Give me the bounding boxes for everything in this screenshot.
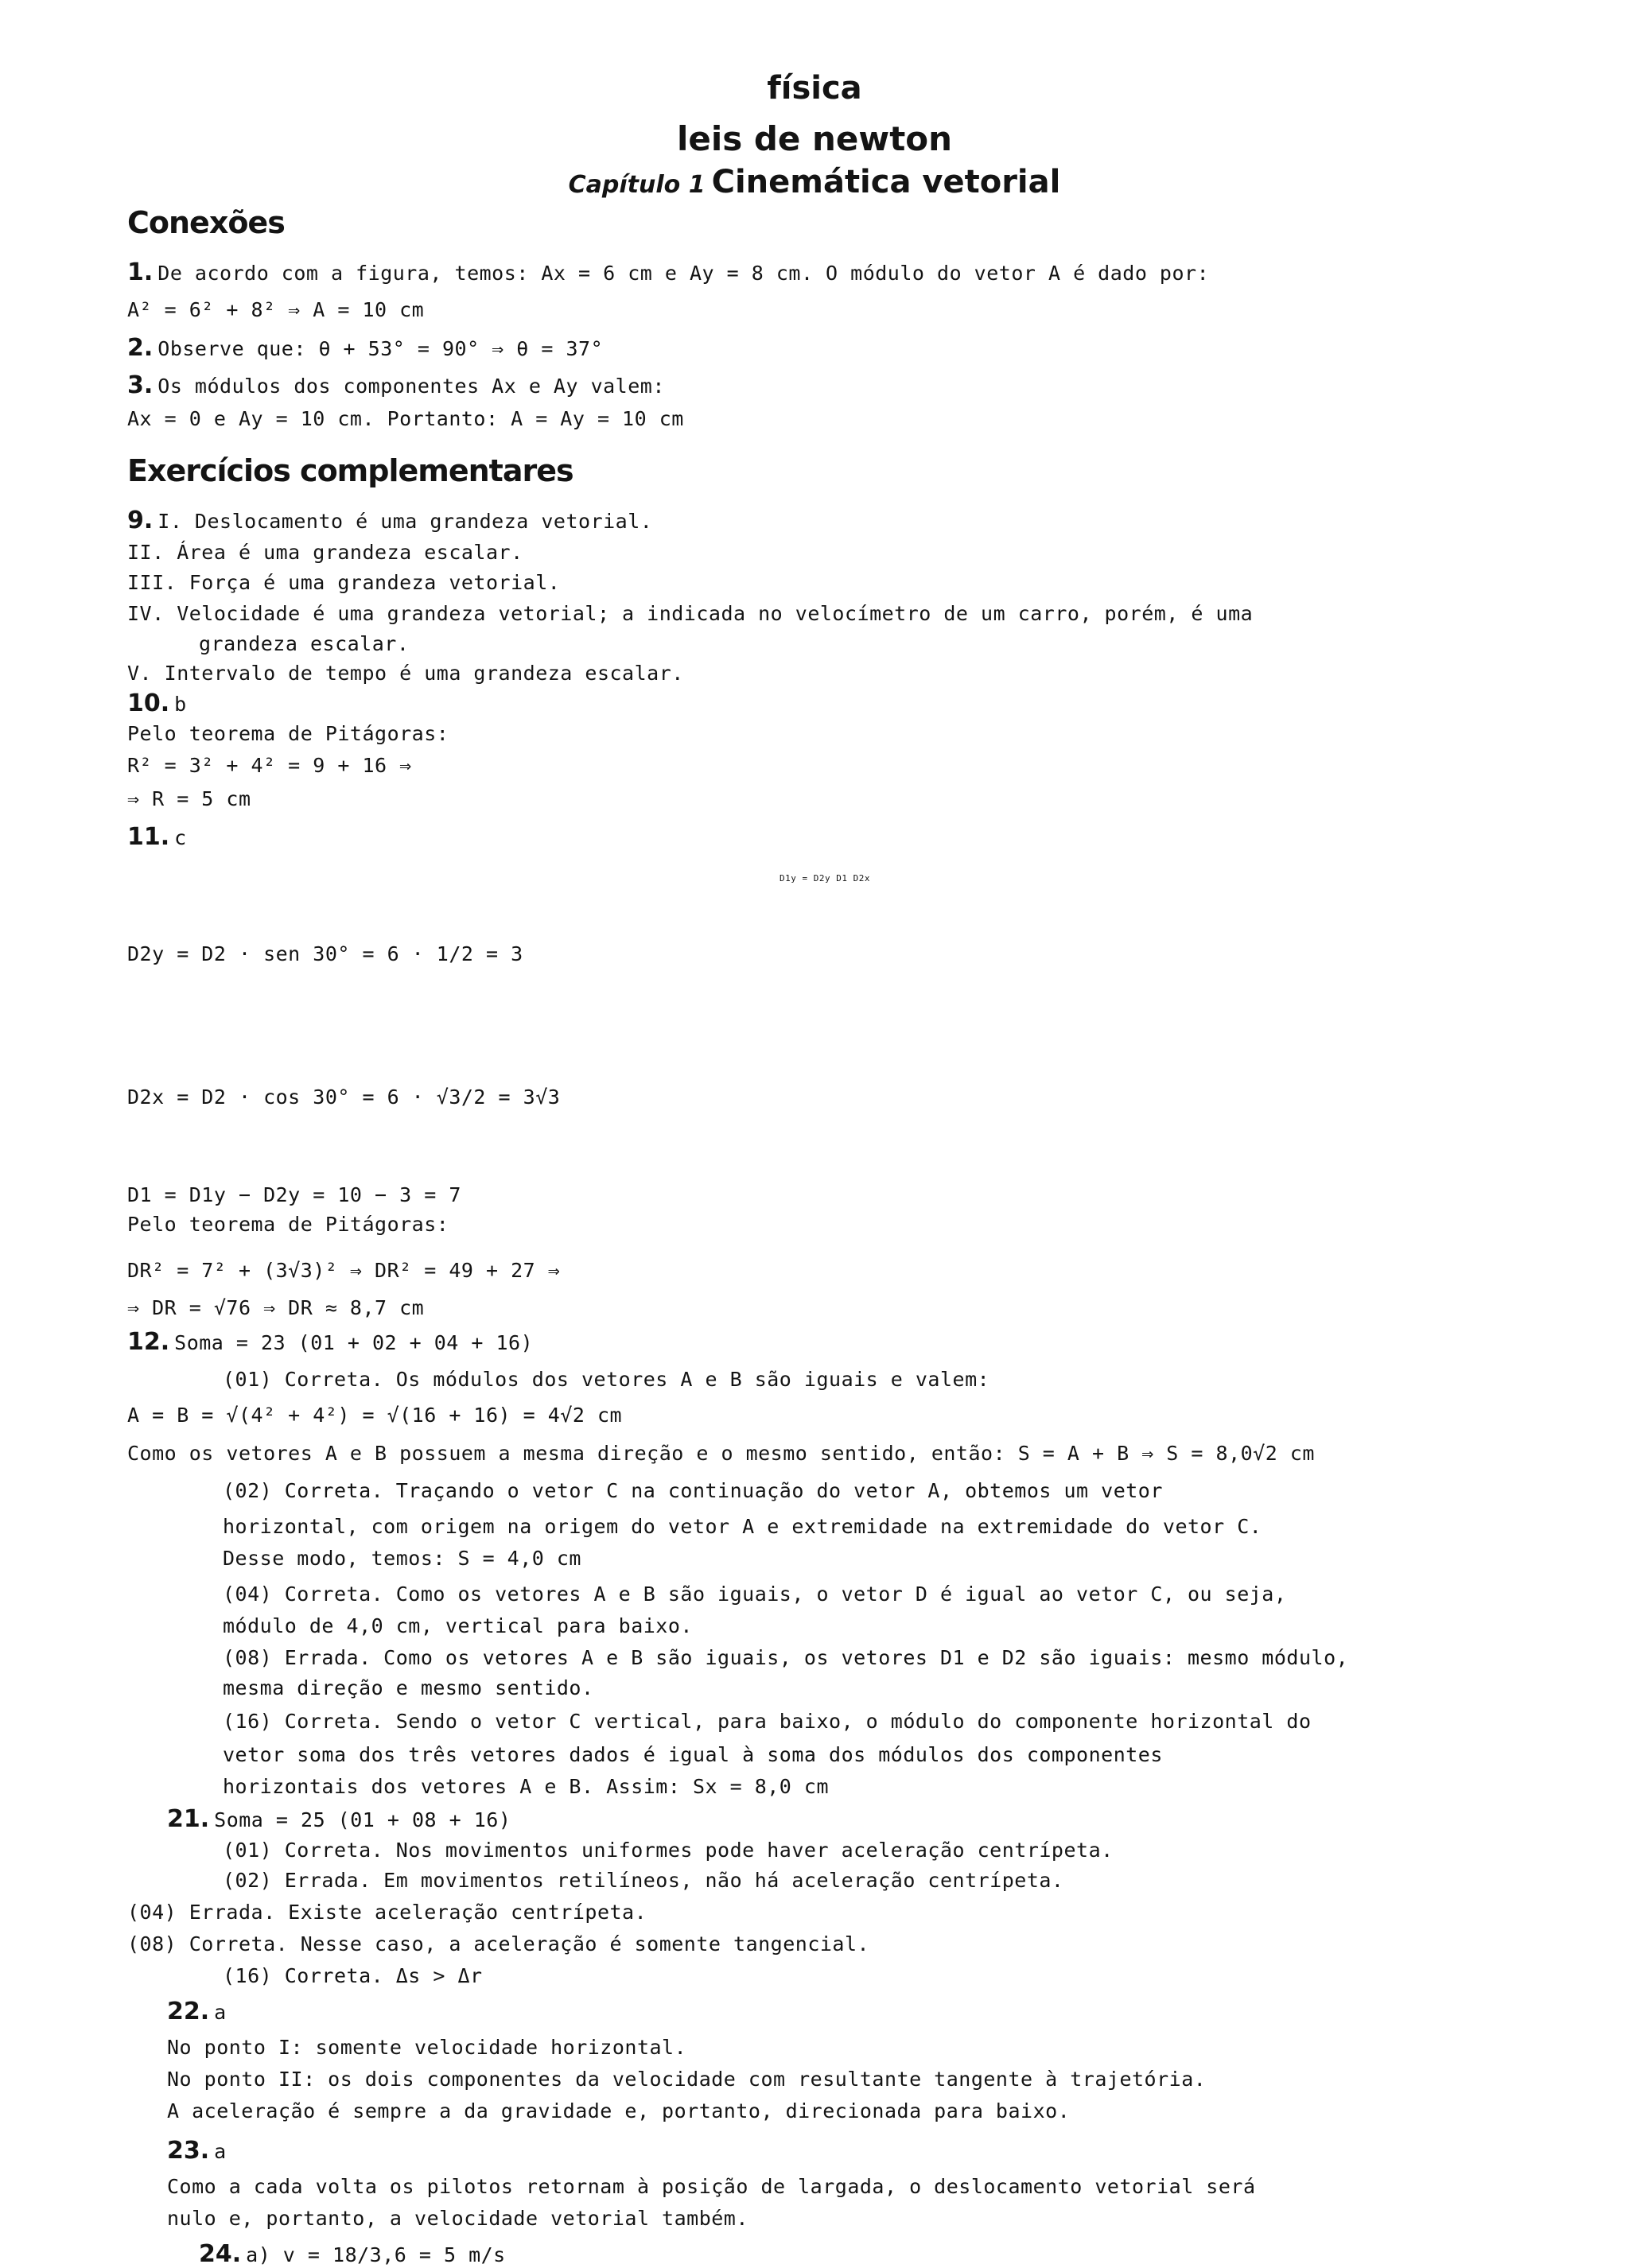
answer-line	[127, 1404, 622, 1427]
answer-line	[127, 1085, 560, 1109]
answer-line	[127, 1259, 560, 1283]
answer-line	[223, 1775, 829, 1799]
question-number: 24.	[199, 2240, 242, 2268]
answer-line	[780, 867, 870, 891]
answer-text: No ponto II: os dois componentes da velocidade com resultante tangente à trajetória.	[167, 2068, 1207, 2091]
answer-line	[127, 825, 187, 850]
chapter-name: Cinemática vetorial	[711, 164, 1061, 200]
answer-text: (01) Correta. Nos movimentos uniformes pode haver aceleração centrípeta.	[223, 1839, 1114, 1862]
answer-text: horizontais dos vetores A e B. Assim: Sx = 8,0 cm	[223, 1775, 830, 1798]
answer-line	[223, 1710, 1312, 1734]
answer-text: Os módulos dos componentes Ax e Ay valem:	[157, 375, 665, 398]
answer-text: Soma = 25 (01 + 08 + 16)	[214, 1808, 511, 1831]
answer-text: a) v = 18/3,6 = 5 m/s	[246, 2243, 506, 2266]
answer-line	[127, 1183, 461, 1207]
answer-text: I. Deslocamento é uma grandeza vetorial.	[157, 510, 653, 533]
answer-text: DR² = 7² + (3√3)² ⇒ DR² = 49 + 27 ⇒	[127, 1259, 561, 1282]
answer-text: II. Área é uma grandeza escalar.	[127, 541, 523, 564]
question-number: 3.	[127, 371, 154, 399]
answer-text: A aceleração é sempre a da gravidade e, portanto, direcionada para baixo.	[167, 2099, 1071, 2122]
answer-line	[127, 1213, 449, 1237]
answer-line	[167, 2175, 1256, 2199]
answer-text: horizontal, com origem na origem do vetor A e extremidade na extremidade do vetor C.	[223, 1515, 1262, 1538]
answer-text: D1 = D1y − D2y = 10 − 3 = 7	[127, 1183, 461, 1206]
section-exercicios: Exercícios complementares	[127, 453, 573, 488]
chapter-prefix: Capítulo 1	[568, 171, 706, 199]
answer-text: b	[174, 693, 187, 716]
answer-line	[223, 1614, 693, 1638]
answer-text: grandeza escalar.	[199, 632, 410, 655]
answer-text: (16) Correta. Δs > Δr	[223, 1964, 483, 1987]
answer-line	[167, 2068, 1206, 2091]
answer-line	[223, 1676, 594, 1700]
answer-line	[223, 1583, 1286, 1606]
answer-line	[223, 1839, 1114, 1862]
answer-line	[127, 509, 652, 534]
answer-text: mesma direção e mesmo sentido.	[223, 1676, 594, 1699]
answer-text: (16) Correta. Sendo o vetor C vertical, para baixo, o módulo do componente horizontal do	[223, 1710, 1312, 1733]
answer-text: nulo e, portanto, a velocidade vetorial também.	[167, 2207, 748, 2230]
answer-text: A = B = √(4² + 4²) = √(16 + 16) = 4√2 cm	[127, 1404, 623, 1427]
answer-line	[127, 407, 684, 431]
answer-line	[127, 571, 560, 595]
answer-line	[223, 1646, 1348, 1670]
answer-text: Pelo teorema de Pitágoras:	[127, 1213, 449, 1236]
answer-line	[127, 258, 1210, 286]
answer-line	[223, 1869, 1064, 1893]
answer-line	[127, 298, 424, 322]
question-number: 11.	[127, 823, 170, 851]
answer-text: V. Intervalo de tempo é uma grandeza escalar.	[127, 662, 684, 685]
answer-text: R² = 3² + 4² = 9 + 16 ⇒	[127, 754, 412, 777]
answer-text: Observe que: θ + 53° = 90° ⇒ θ = 37°	[157, 337, 604, 360]
answer-line	[199, 632, 409, 656]
question-number: 12.	[127, 1328, 170, 1356]
answer-line	[223, 1743, 1163, 1767]
subject-title: física	[767, 70, 862, 107]
answer-line	[199, 2240, 506, 2268]
answer-text: (04) Errada. Existe aceleração centrípeta.	[127, 1901, 647, 1924]
answer-line	[167, 1805, 511, 1833]
answer-line	[127, 371, 665, 399]
answer-text: (01) Correta. Os módulos dos vetores A e B são iguais e valem:	[223, 1368, 990, 1391]
answer-text: A² = 6² + 8² ⇒ A = 10 cm	[127, 298, 425, 321]
topic-title: leis de newton	[676, 119, 953, 158]
answer-text: Como os vetores A e B possuem a mesma direção e o mesmo sentido, então: S = A + B ⇒ S = 8,0√2 cm	[127, 1442, 1315, 1465]
answer-text: (02) Errada. Em movimentos retilíneos, não há aceleração centrípeta.	[223, 1869, 1064, 1892]
answer-text: D1y = D2y D1 D2x	[780, 873, 870, 884]
answer-text: vetor soma dos três vetores dados é igual à soma dos módulos dos componentes	[223, 1743, 1163, 1766]
answer-text: ⇒ R = 5 cm	[127, 787, 251, 810]
answer-line	[127, 662, 684, 685]
answer-line	[127, 942, 523, 966]
question-number: 9.	[127, 507, 154, 534]
answer-line	[223, 1515, 1262, 1539]
answer-text: c	[174, 826, 187, 849]
question-number: 1.	[127, 258, 154, 286]
answer-line	[167, 2036, 686, 2060]
answer-line	[127, 1901, 647, 1924]
answer-line	[167, 2099, 1070, 2123]
answer-line	[223, 1479, 1163, 1503]
answer-text: (02) Correta. Traçando o vetor C na continuação do vetor A, obtemos um vetor	[223, 1479, 1163, 1502]
answer-text: a	[214, 2140, 227, 2163]
answer-line	[127, 541, 523, 565]
answer-line	[127, 602, 1253, 626]
answer-text: (08) Errada. Como os vetores A e B são iguais, os vetores D1 e D2 são iguais: mesmo módulo,	[223, 1646, 1349, 1669]
answer-text: Desse modo, temos: S = 4,0 cm	[223, 1547, 581, 1570]
answer-line	[127, 336, 603, 361]
answer-text: Ax = 0 e Ay = 10 cm. Portanto: A = Ay = 10 cm	[127, 407, 684, 430]
answer-text: Como a cada volta os pilotos retornam à posição de largada, o deslocamento vetorial será	[167, 2175, 1256, 2198]
question-number: 2.	[127, 334, 154, 362]
section-conexoes: Conexões	[127, 205, 285, 240]
answer-line	[167, 2000, 227, 2025]
answer-line	[127, 689, 187, 717]
answer-text: D2x = D2 · cos 30° = 6 · √3/2 = 3√3	[127, 1085, 561, 1109]
answer-text: módulo de 4,0 cm, vertical para baixo.	[223, 1614, 693, 1637]
answer-line	[127, 1296, 424, 1320]
answer-text: III. Força é uma grandeza vetorial.	[127, 571, 561, 594]
question-number: 22.	[167, 1998, 210, 2025]
answer-line	[127, 1442, 1315, 1466]
answer-line	[223, 1547, 581, 1571]
answer-text: a	[214, 2001, 227, 2024]
answer-line	[127, 754, 412, 778]
answer-line	[167, 2207, 748, 2231]
answer-line	[127, 722, 449, 746]
answer-text: (08) Correta. Nesse caso, a aceleração é somente tangencial.	[127, 1932, 870, 1955]
answer-text: IV. Velocidade é uma grandeza vetorial; a indicada no velocímetro de um carro, porém, é uma	[127, 602, 1254, 625]
answer-text: De acordo com a figura, temos: Ax = 6 cm e Ay = 8 cm. O módulo do vetor A é dado por:	[157, 262, 1210, 285]
answer-text: (04) Correta. Como os vetores A e B são iguais, o vetor D é igual ao vetor C, ou seja,	[223, 1583, 1287, 1606]
answer-text: No ponto I: somente velocidade horizontal.	[167, 2036, 687, 2059]
answer-line	[127, 1330, 533, 1355]
chapter-title	[0, 164, 1629, 200]
answer-text: Soma = 23 (01 + 02 + 04 + 16)	[174, 1331, 534, 1354]
question-number: 21.	[167, 1805, 210, 1833]
question-number: 10.	[127, 689, 170, 717]
answer-text: Pelo teorema de Pitágoras:	[127, 722, 449, 745]
answer-text: ⇒ DR = √76 ⇒ DR ≈ 8,7 cm	[127, 1296, 425, 1319]
answer-line	[167, 2139, 227, 2164]
answer-text: D2y = D2 · sen 30° = 6 · 1/2 = 3	[127, 942, 523, 965]
question-number: 23.	[167, 2137, 210, 2165]
answer-line	[223, 1964, 483, 1988]
answer-line	[127, 1932, 869, 1956]
answer-line	[223, 1368, 989, 1392]
answer-line	[127, 787, 251, 811]
